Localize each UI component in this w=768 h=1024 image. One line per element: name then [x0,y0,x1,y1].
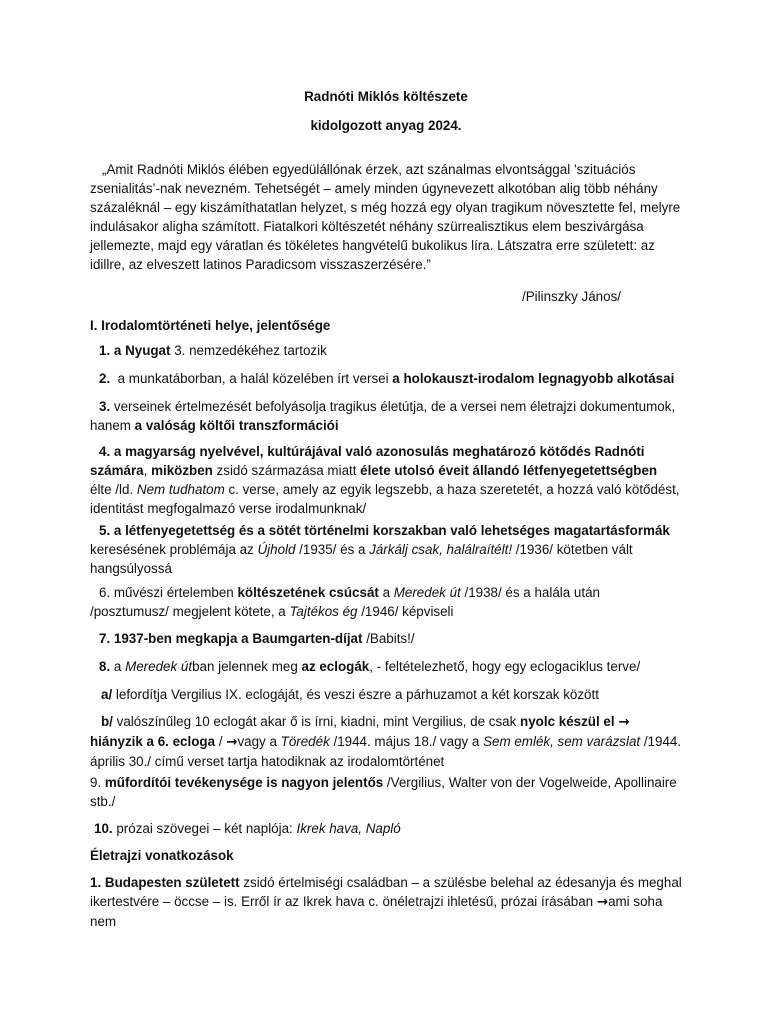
arrow-right-icon: → [618,715,630,730]
list-item-8: 8. a Meredek útban jelennek meg az eclogák, - feltételezhető, hogy egy eclogaciklus terve/ [99,659,641,674]
list-item-5: 5. a létfenyegetettség és a sötét történelmi korszakban való lehetséges magatartásformák keresésének problémája az Újhold /1935/ és a Járkálj csak, halálraítélt! /1936/ kötetben vált hangsúlyossá [90,523,670,576]
document-title: Radnóti Miklós költészete [304,89,468,104]
document-subtitle: kidolgozott anyag 2024. [310,118,462,133]
list-item-6: 6. művészi értelemben költészetének csúcsát a Meredek út /1938/ és a halála után /posztumusz/ megjelent kötete, a Tajtékos ég /1946/ képviseli [90,585,600,619]
arrow-right-icon: → [226,735,238,750]
list-item-4: 4. a magyarság nyelvével, kultúrájával való azonosulás meghatározó kötődés Radnóti számára, miközben zsidó származása miatt élete utolsó éveit állandó létfenyegetettségben élte /ld. Nem tudhatom c. verse, amely az egyik legszebb, a haza szeretetét, a hozzá való kötődést, identitást megfogalmazó verse irodalmunknak/ [90,444,680,516]
list-item-7: 7. 1937-ben megkapja a Baumgarten-díjat /Babits!/ [99,631,415,646]
list-item-10: 10. prózai szövegei – két naplója: Ikrek hava, Napló [94,821,401,836]
bio-item-1: 1. Budapesten született zsidó értelmiségi családban – a szülésbe belehal az édesanyja és meghal ikertestvére – öccse – is. Erről ír az Ikrek hava c. önéletrajzi ihletésű, prózai írásában →ami soha nem [90,875,682,929]
list-item-2: 2. a munkatáborban, a halál közelében írt versei a holokauszt-irodalom legnagyobb alkotásai [99,371,675,386]
list-subitem-b: b/ valószínűleg 10 eclogát akar ő is írni, kiadni, mint Vergilius, de csak nyolc készül el → hiányzik a 6. ecloga / →vagy a Töredék /1944. május 18./ vagy a Sem emlék, sem varázslat /1944. április 30./ című verset tartja hatodiknak az irodalomtörténet [90,714,682,769]
quote-author: /Pilinszky János/ [522,289,621,304]
list-item-3: 3. verseinek értelmezését befolyásolja tragikus életútja, de a versei nem életrajzi dokumentumok, hanem a valóság költői transzformációi [90,399,676,433]
section-heading-1: I. Irodalomtörténeti helye, jelentősége [90,318,331,333]
list-item-9: 9. műfordítói tevékenysége is nagyon jelentős /Vergilius, Walter von der Vogelweide, Apollinaire stb./ [90,775,677,809]
list-subitem-a: a/ lefordítja Vergilius IX. eclogáját, és veszi észre a párhuzamot a két korszak között [101,687,599,702]
list-item-1: 1. a Nyugat 3. nemzedékéhez tartozik [99,343,327,358]
intro-quote: „Amit Radnóti Miklós élében egyedülállónak érzek, azt szánalmas elvontsággal ’szituációs zsenialitás’-nak nevezném. Tehetségét – amely minden úgynevezett alkotóban alig több néhány százaléknál – egy kiszámíthatatlan helyzet, s még hozzá egy olyan tragikum növesztette fel, melyre indulásakor aligha számított. Fiatalkori költészetét néhány szürrealisztikus elem beszivárgása jellemezte, majd egy váratlan és tökéletes hangvételű bukolikus líra. Látszatra erre született: az idillre, az elveszett latinos Paradicsom visszaszerzésére.” [90,162,681,272]
arrow-right-icon: → [596,895,609,910]
section-heading-2: Életrajzi vonatkozások [90,848,234,863]
